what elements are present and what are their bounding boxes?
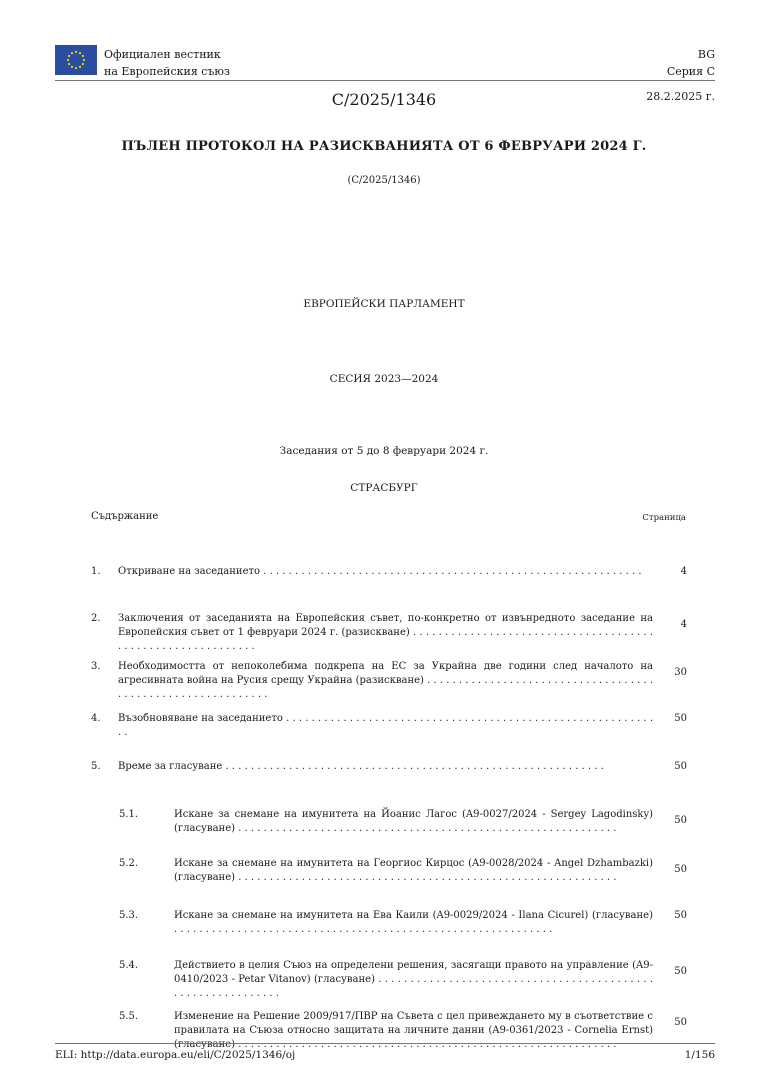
toc-entry-page: 30 xyxy=(674,667,687,678)
sittings-label: Заседания от 5 до 8 февруари 2024 г. xyxy=(279,445,489,457)
page-number: 1/156 xyxy=(684,1049,715,1061)
toc-entry-title: Необходимостта от непоколебима подкрепа на ЕС за Украйна две години след началото на агресивната война на Русия срещу Украйна (разискване) . . . . . . . . . . . . . . . . . . . . . . . . . . . . . . . . . . . . . . . . . . . . . . . . . . . . . . . . . . . . xyxy=(118,661,653,700)
toc-entry-title: Искане за снемане на имунитета на Георгиос Кирцос (A9-0028/2024 - Angel Dzhambazki) (гласуване) . . . . . . . . . . . . . . . . . . . . . . . . . . . . . . . . . . . . . . . . . . . . . . . . . . . . . . . . . . . . xyxy=(174,858,653,883)
toc-entry-title: Искане за снемане на имунитета на Ева Каили (A9-0029/2024 - Ilana Cicurel) (гласуване) . . . . . . . . . . . . . . . . . . . . . . . . . . . . . . . . . . . . . . . . . . . . . . . . . . . . . . . . . . . . xyxy=(174,910,653,935)
toc-entry-number: 2. xyxy=(91,613,101,624)
institution-name: ЕВРОПЕЙСКИ ПАРЛАМЕНТ xyxy=(303,298,465,310)
toc-entry-number: 5.5. xyxy=(119,1011,139,1022)
footer-divider xyxy=(55,1043,715,1044)
toc-entry-number: 5.2. xyxy=(119,858,139,869)
publication-date: 28.2.2025 г. xyxy=(646,90,715,103)
toc-entry-number: 5. xyxy=(91,761,101,772)
toc-entry-number: 1. xyxy=(91,566,101,577)
series-label: Серия C xyxy=(666,65,715,78)
toc-entry-page: 50 xyxy=(674,761,687,772)
toc-entry-number: 3. xyxy=(91,661,101,672)
toc-entry-page: 50 xyxy=(674,910,687,921)
toc-entry-page: 4 xyxy=(680,619,687,630)
eli-link[interactable]: ELI: http://data.europa.eu/eli/C/2025/1346/oj xyxy=(55,1049,296,1061)
table-of-contents xyxy=(91,0,687,1050)
language-code: BG xyxy=(697,48,715,61)
document-id: C/2025/1346 xyxy=(331,90,437,109)
toc-entry-title: Искане за снемане на имунитета на Йоанис Лагос (A9-0027/2024 - Sergey Lagodinsky) (гласуване) . . . . . . . . . . . . . . . . . . . . . . . . . . . . . . . . . . . . . . . . . . . . . . . . . . . . . . . . . . . . xyxy=(174,809,653,834)
toc-entry-title: Време за гласуване . . . . . . . . . . . . . . . . . . . . . . . . . . . . . . . . . . . . . . . . . . . . . . . . . . . . . . . . . . . . xyxy=(118,761,604,772)
toc-entry-page: 50 xyxy=(674,966,687,977)
sub-document-id: (C/2025/1346) xyxy=(347,175,421,186)
toc-entry-page: 4 xyxy=(680,566,687,577)
toc-entry-number: 5.3. xyxy=(119,910,139,921)
toc-entry-page: 50 xyxy=(674,713,687,724)
toc-entry-title: Откриване на заседанието . . . . . . . . . . . . . . . . . . . . . . . . . . . . . . . . . . . . . . . . . . . . . . . . . . . . . . . . . . . . xyxy=(118,566,642,577)
journal-line-2: на Европейския съюз xyxy=(104,65,230,78)
toc-entry-title: Действието в целия Съюз на определени решения, засягащи правото на управление (A9-0410/2023 - Petar Vitanov) (гласуване) . . . . . . . . . . . . . . . . . . . . . . . . . . . . . . . . . . . . . . . . . . . . . . . . . . . . . . . . . . . . xyxy=(174,960,653,999)
toc-entry-page: 50 xyxy=(674,864,687,875)
toc-entry-page: 50 xyxy=(674,1017,687,1028)
toc-entry-title: Изменение на Решение 2009/917/ПВР на Съвета с цел привеждането му в съответствие с правилата на Съюза относно защитата на личните данни (A9-0361/2023 - Cornelia Ernst) (гласуване) . . . . . . . . . . . . . . . . . . . . . . . . . . . . . . . . . . . . . . . . . . . . . . . . . . . . . . . . . . . . xyxy=(174,1011,653,1050)
session-label: СЕСИЯ 2023—2024 xyxy=(329,373,439,385)
toc-entry-number: 5.1. xyxy=(119,809,139,820)
toc-entry-title: Възобновяване на заседанието . . . . . . . . . . . . . . . . . . . . . . . . . . . . . . . . . . . . . . . . . . . . . . . . . . . . . . . . . . . . xyxy=(118,713,653,738)
toc-entry-number: 4. xyxy=(91,713,101,724)
toc-entry-title: Заключения от заседанията на Европейския съвет, по-конкретно от извънредното заседание на Европейския съвет от 1 февруари 2024 г. (разискване) . . . . . . . . . . . . . . . . . . . . . . . . . . . . . . . . . . . . . . . . . . . . . . . . . . . . . . . . . . . . xyxy=(118,613,653,652)
page-title: ПЪЛЕН ПРОТОКОЛ НА РАЗИСКВАНИЯТА ОТ 6 ФЕВРУАРИ 2024 Г. xyxy=(121,139,647,154)
toc-page-heading: Страница xyxy=(642,513,686,523)
toc-entry-number: 5.4. xyxy=(119,960,139,971)
journal-line-1: Официален вестник xyxy=(104,48,221,61)
toc-heading: Съдържание xyxy=(91,511,159,522)
place-label: СТРАСБУРГ xyxy=(350,482,418,494)
toc-entry-page: 50 xyxy=(674,815,687,826)
